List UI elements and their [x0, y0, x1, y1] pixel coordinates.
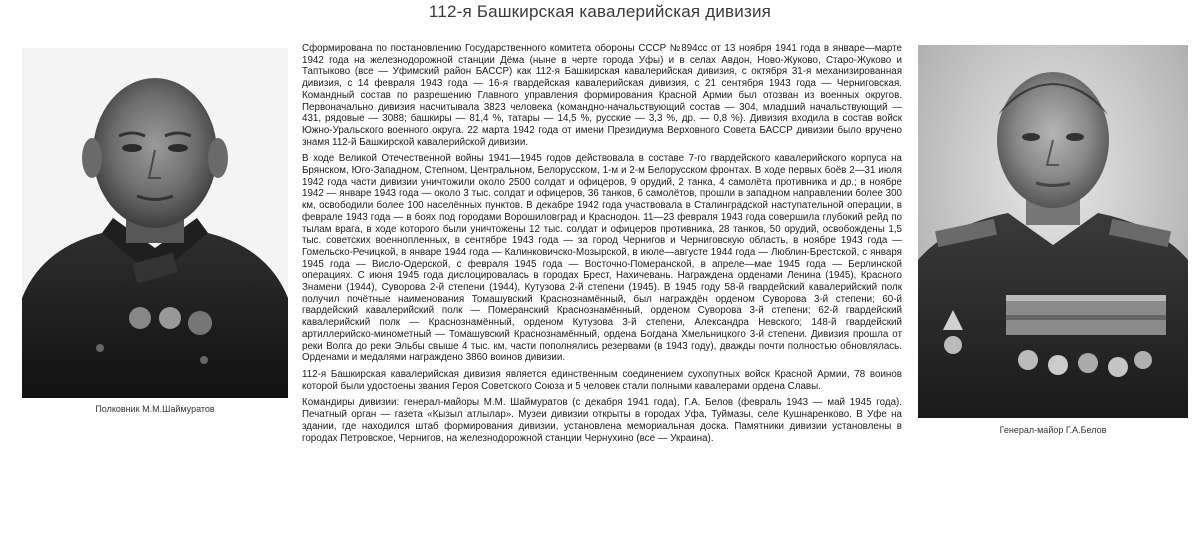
article-paragraph-1: Сформирована по постановлению Государственного комитета обороны СССР №894сс от 13 ноября 1941 года в январе—марте 1942 года на железнодорожной станции Дёма (ныне в черте города Уфы) и в селах Авдон, Ново-Жуково, Старо-Жуково и Таптыково (все — Уфимский район БАССР) как 112-я Башкирская кавалерийская дивизия, с октября 31-я механизированная дивизия, с 14 февраля 1943 года — 16-я гвардейская кавалерийская дивизия, с 21 сентября 1943 года — Черниговская. Командный состав по разрешению Главного управления формирования Красной Армии был отозван из военных округов. Первоначально дивизия насчитывала 3823 человека (командно-начальствующий состав — 304, младший начальствующий — 431, рядовые — 3088; башкиры — 81,4 %, татары — 14,5 %, русские — 3,3 %, др. — 0,8 %). Дивизия входила в состав войск Южно-Уральского военного округа. 22 марта 1942 года от имени Президиума Верховного Совета БАССР дивизии было вручено знамя 112-й Башкирской кавалерийской дивизии.	[302, 43, 902, 148]
article-paragraph-2: В ходе Великой Отечественной войны 1941—1945 годов действовала в составе 7-го гвардейского кавалерийского корпуса на Брянском, Юго-Западном, Степном, Центральном, Белорусском, 1-м и 2-м Белорусском фронтах. В ходе первых боёв 2—31 июля 1942 года части дивизии уничтожили около 2500 солдат и офицеров, 9 орудий, 2 танка, 4 самолёта противника и др.; в ноябре 1942 — январе 1943 года — около 3 тыс. солдат и офицеров, 36 танков, 6 самолётов, прошли в западном направлении более 300 км, освободили более 100 населённых пунктов. В декабре 1942 года участвовала в Сталинградской наступательной операции, в феврале 1943 года — в боях под городами Ворошиловград и Краснодон. 11—23 февраля 1943 года совершила глубокий рейд по тылам врага, в ходе которого были уничтожены 12 тыс. солдат и офицеров противника, 28 танков, 50 орудий, освобождены 1,5 тыс. советских военнопленных, в сентябре 1943 года — за город Чернигов и Черниговскую область, в ноябре 1943 года — Гомельско-Речицкой, в январе 1944 года — Калинковичско-Мозырской, в июле—августе 1944 года — Люблин-Брестской, с января 1945 года — Висло-Одерской, с февраля 1945 года — Восточно-Померанской, в апреле—мае 1945 года — Берлинской операциях. С июня 1945 года дислоцировалась в городах Брест, Нахичевань. Награждена орденами Ленина (1945), Красного Знамени (1944), Суворова 2-й степени (1944), Кутузова 2-й степени (1945). В 1945 году 58-й гвардейский кавалерийский полк получил почётные наименования Томашувский Краснознамённый, был награждён орденом Суворова 3-й степени; 60-й гвардейский кавалерийский полк — Померанский Краснознамённый, орденом Суворова 3-й степени; 62-й гвардейский кавалерийский полк — Краснознамённый, орденом Кутузова 3-й степени, Александра Невского; 148-й гвардейский артиллерийско-минометный — Томашувский Краснознамённый, ордена Богдана Хмельницкого 3-й степени. Дивизия прошла от реки Волга до реки Эльбы свыше 4 тыс. км, части пополнялись резервами (в 1943 году), дважды почти полностью обновлялась. Орденами и медалями награждено 3860 воинов дивизии.	[302, 153, 902, 364]
article-paragraph-4: Командиры дивизии: генерал-майоры М.М. Шаймуратов (с декабря 1941 года), Г.А. Белов (февраль 1943 — май 1945 года). Печатный орган — газета «Кызыл атлылар». Музеи дивизии открыты в городах Уфа, Туймазы, селе Кушнаренково. В Уфе на здании, где находился штаб формирования дивизии, установлена мемориальная доска. Памятники дивизии установлены в городах Петровское, Чернигов, на железнодорожной станции Чернухино (все — Украина).	[302, 397, 902, 444]
portrait-right-photo	[918, 45, 1188, 418]
article-body	[302, 43, 902, 449]
article-paragraph-3: 112-я Башкирская кавалерийская дивизия является единственным соединением сухопутных войск Красной Армии, 78 воинов которой были удостоены звания Героя Советского Союза и 5 человек стали полными кавалерами ордена Славы.	[302, 368, 902, 392]
page-title: 112-я Башкирская кавалерийская дивизия	[428, 2, 772, 21]
portrait-left-photo	[22, 48, 288, 398]
portrait-right-image	[918, 45, 1188, 418]
portrait-left-caption: Полковник М.М.Шаймуратов	[95, 404, 215, 414]
portrait-left-image	[22, 48, 288, 398]
portrait-right-caption: Генерал-майор Г.А.Белов	[999, 425, 1107, 435]
